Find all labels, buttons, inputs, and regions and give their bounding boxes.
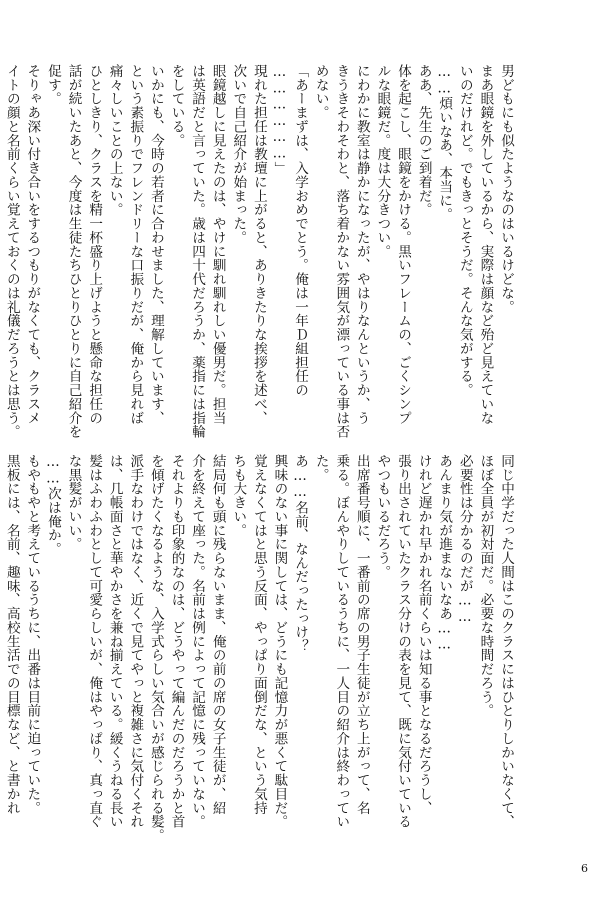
text-line: やつもいるだろう。 [374, 454, 391, 579]
text-block-bottom [3, 454, 516, 843]
text-line: きうきそわそわと、落ち着かない雰囲気が漂っている事は否 [333, 64, 350, 439]
text-line: いのだけれど。でもきっとそうだ。そんな気がする。 [456, 64, 473, 397]
text-line: まあ眼鏡を外しているから、実際は顔など殆ど見えていな [477, 64, 494, 425]
text-line: もやもやと考えているうちに、出番は目前に迫っていた。 [24, 454, 41, 815]
text-line: は、几帳面さと華やかさを兼ね揃えている。緩くうねる長い [106, 454, 123, 829]
text-line: は英語だと言っていた。歳は四十代だろうか、薬指には指輪 [189, 64, 206, 439]
text-line: 髪はふわふわとして可愛らしいが、俺はやっぱり、真っ直ぐ [86, 454, 103, 829]
text-line: な黒髪がいい。 [65, 454, 82, 552]
text-line: 派手なわけではなく、近くで見てやっと複雑さに気付くそれ [127, 454, 144, 829]
text-line: を傾げたくなるような、入学式らしい気合いが感じられる髪。 [147, 454, 164, 843]
text-line: ああ、先生のご到着だ。 [415, 64, 432, 217]
text-line: 痛々しいことの上ない。 [106, 64, 123, 217]
text-line: にわかに教室は静かになったが、やはりなんというか、う [353, 64, 370, 425]
text-line: 「あーまずは、入学おめでとう。俺は一年Ｄ組担任の [292, 64, 309, 397]
text-line: ひとしきり、クラスを精一杯盛り上げようと懸命な担任の [86, 64, 103, 425]
text-line: 同じ中学だった人間はこのクラスにはひとりしかいなくて、 [498, 454, 514, 829]
text-line: 男どもにも似たようなのはいるけどな。 [498, 64, 514, 314]
text-line: 促す。 [44, 64, 61, 106]
text-line: 必要性は分かるのだが…… [456, 454, 473, 626]
text-line: そりゃあ深い付き合いをするつもりがなくても、クラスメ [24, 64, 41, 425]
text-line: ちも大きい。 [230, 454, 247, 538]
text-block-top [3, 64, 516, 439]
text-line: 黒板には、名前、趣味、高校生活での目標など、と書かれ [3, 454, 20, 815]
text-line: 乗る。ぼんやりしているうちに、一人目の紹介は終わってい [333, 454, 350, 829]
text-line: という素振りでフレンドリーな口振りだが、俺から見れば [127, 64, 144, 425]
page-number: 6 [581, 862, 588, 875]
text-line: 興味のない事に関しては、どうにも記憶力が悪くて駄目だ。 [271, 454, 288, 829]
text-line: 話が続いたあと、今度は生徒たちひとりひとりに自己紹介を [65, 64, 82, 439]
text-line: めない。 [312, 64, 329, 120]
text-line: イトの顔と名前くらい覚えておくのは礼儀だろうとは思う。 [3, 64, 20, 439]
text-line: 覚えなくてはと思う反面、やっぱり面倒だな、という気持 [250, 454, 267, 815]
text-line: それよりも印象的なのは、どうやって編んだのだろうかと首 [168, 454, 185, 829]
text-line: ……煩いなあ、本当に。 [436, 64, 453, 222]
text-line: 介を終えて座った。名前は例によって記憶に残っていない。 [189, 454, 206, 829]
text-line: けれど遅かれ早かれ名前くらいは知る事となるだろうし、 [415, 454, 432, 815]
text-line: 次いで自己紹介が始まった。 [230, 64, 247, 245]
text-line: 出席番号順に、一番前の席の男子生徒が立ち上がって、名 [353, 454, 370, 815]
text-line: 結局何も頭に残らないまま、俺の前の席の女子生徒が、紹 [209, 454, 226, 815]
text-line: ………………」 [271, 64, 288, 176]
text-line: た。 [312, 454, 329, 482]
text-line: 現れた担任は教壇に上がると、ありきたりな挨拶を述べ、 [250, 64, 267, 425]
text-line: ……次は俺か。 [44, 454, 61, 556]
text-line: いかにも、今時の若者に合わせました、理解しています、 [147, 64, 164, 425]
text-line: あ……名前、なんだったっけ？ [292, 454, 309, 654]
text-line: 張り出されていたクラス分けの表を見て、既に気付いている [395, 454, 412, 829]
text-line: 眼鏡越しに見えたのは、やけに馴れ馴れしい優男だ。担当 [209, 64, 226, 425]
text-line: ほぼ全員が初対面だ。必要な時間だろう。 [477, 454, 494, 718]
text-line: ルな眼鏡だ。度は大分きつい。 [374, 64, 391, 259]
text-line: あんまり気が進まないなあ…… [436, 454, 453, 654]
text-line: をしている。 [168, 64, 185, 148]
text-line: 体を起こし、眼鏡をかける。黒いフレームの、ごくシンプ [395, 64, 412, 425]
